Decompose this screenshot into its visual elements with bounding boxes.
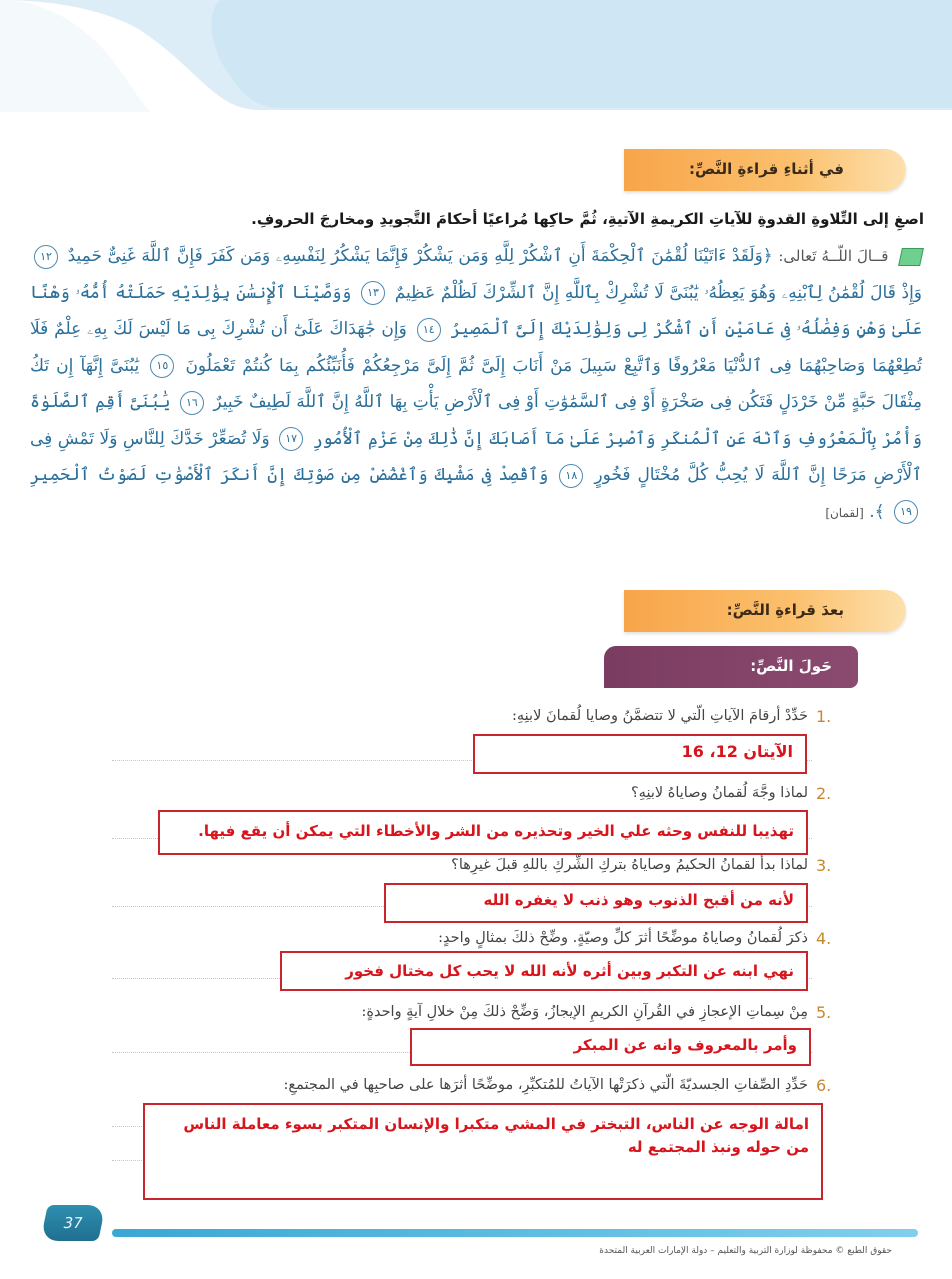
section-after-reading: [624, 590, 906, 632]
question-number: 6.: [816, 1076, 832, 1095]
answer-box[interactable]: امالة الوجه عن الناس، التبختر في المشي متكبرا والإنسان المتكبر بسوء معاملة الناس من حوله ونبذ المجتمع له: [143, 1103, 823, 1200]
copyright-text: حقوق الطبع © محفوظة لوزارة التربية والتعليم – دولة الإمارات العربية المتحدة: [599, 1246, 892, 1256]
top-banner: [0, 0, 952, 130]
question-text: لماذا وجَّهَ لُقمانُ وصاياهُ لابنِهِ؟: [630, 785, 808, 801]
answer-box[interactable]: نهي ابنه عن التكبر وبين أثره لأنه الله لا يحب كل مختال فخور: [280, 951, 808, 991]
ayah-text: وَإِن جَٰهَدَاكَ عَلَىٰٓ أَن تُشْرِكَ بِى مَا لَيْسَ لَكَ بِهِۦ عِلْمٌ فَلَا تُطِعْهُمَا وَصَاحِبْهُمَا فِى ٱلدُّنْيَا مَعْرُوفًا وَٱتَّبِعْ سَبِيلَ مَنْ أَنَابَ إِلَىَّ ثُمَّ إِلَىَّ مَرْجِعُكُمْ فَأُنَبِّئُكُم بِمَا كُنتُمْ تَعْمَلُونَ: [30, 319, 923, 376]
ayah-number: ١٤: [417, 318, 441, 342]
ayah-text: وَلَا تُصَعِّرْ خَدَّكَ لِلنَّاسِ وَلَا تَمْشِ فِى ٱلْأَرْضِ مَرَحًا إِنَّ ٱللَّهَ لَا يُحِبُّ كُلَّ مُخْتَالٍ فَخُورٍ: [30, 428, 923, 485]
quran-closing: ﴾.: [869, 501, 885, 522]
section-during-reading: [624, 149, 906, 191]
ayah-text: يَٰبُنَىَّ أَقِمِ ٱلصَّلَوٰةَ وَأْمُرْ بِٱلْمَعْرُوفِ وَٱنْهَ عَنِ ٱلْمُنكَرِ وَٱصْبِرْ عَلَىٰ مَآ أَصَابَكَ إِنَّ ذَٰلِكَ مِنْ عَزْمِ ٱلْأُمُورِ: [30, 392, 923, 449]
ayah-number: ١٧: [279, 427, 303, 451]
question-text: ذكرَ لُقمانُ وصاياهُ موضِّحًا أثرَ كلِّ وصيّةٍ. وضِّحْ ذلكَ بمثالٍ واحدٍ:: [438, 930, 808, 946]
page-number: 37: [40, 1205, 106, 1241]
question-text: حَدِّدِ الصِّفاتِ الجسديّةَ الّتي ذكرَتْها الآياتُ للمُتكبِّرِ، موضِّحًا أثرَها على صاحبِها في المجتمعِ:: [283, 1077, 808, 1093]
question-number: 1.: [816, 707, 832, 726]
ayah-number: ١٢: [34, 245, 58, 269]
answer-box[interactable]: الآيتان 12، 16: [473, 734, 807, 774]
quran-passage: [30, 238, 922, 531]
audio-play-icon[interactable]: [898, 248, 924, 266]
ayah-text: يَٰبُنَىَّ إِنَّهَآ إِن تَكُ مِثْقَالَ حَبَّةٍ مِّنْ خَرْدَلٍ فَتَكُن فِى صَخْرَةٍ أَوْ فِى ٱلسَّمَٰوَٰتِ أَوْ فِى ٱلْأَرْضِ يَأْتِ بِهَا ٱللَّهُ إِنَّ ٱللَّهَ لَطِيفٌ خَبِيرٌ: [30, 355, 922, 412]
instruction-text: اصغِ إلى التِّلاوةِ القدوةِ للآياتِ الكريمةِ الآتيةِ، ثُمَّ حاكِها مُراعيًا أحكامَ التَّجويدِ ومخارجَ الحروفِ.: [251, 210, 924, 228]
ayah-number: ١٩: [894, 500, 918, 524]
question-number: 4.: [816, 929, 832, 948]
surah-reference: [لقمان]: [825, 505, 864, 520]
question-text: مِنْ سِماتِ الإعجازِ في القُرآنِ الكريمِ الإيجازُ، وَضِّحْ ذلكَ مِنْ خلالِ آيةٍ واحدةٍ:: [361, 1004, 808, 1020]
ayah-number: ١٨: [559, 464, 583, 488]
about-text-label: حَولَ النَّصِّ:: [750, 657, 832, 675]
footer-bar: [112, 1229, 918, 1237]
section-after-reading-label: بعدَ قراءةِ النَّصِّ:: [726, 601, 844, 619]
question-text: حَدِّدْ أرقامَ الآياتِ الّتي لا تتضمَّنُ وصايا لُقمانَ لابنِهِ:: [512, 708, 808, 724]
question-text: لماذا بدأ لقمانُ الحكيمُ وصاياهُ بتركِ الشِّركِ باللهِ قبلَ غيرِها؟: [451, 857, 808, 873]
ayah-text: وَٱقْصِدْ فِى مَشْيِكَ وَٱغْضُضْ مِن صَوْتِكَ إِنَّ أَنكَرَ ٱلْأَصْوَٰتِ لَصَوْتُ ٱلْحَمِيرِ: [30, 465, 549, 485]
ayah-number: ١٣: [361, 281, 385, 305]
about-text-heading: [604, 646, 858, 688]
ayah-number: ١٥: [150, 354, 174, 378]
answer-box[interactable]: لأنه من أقبح الذنوب وهو ذنب لا يغفره الله: [384, 883, 808, 923]
ayah-text: ﴿وَلَقَدْ ءَاتَيْنَا لُقْمَٰنَ ٱلْحِكْمَةَ أَنِ ٱشْكُرْ لِلَّهِ وَمَن يَشْكُرْ فَإِنَّمَا يَشْكُرُ لِنَفْسِهِۦ وَمَن كَفَرَ فَإِنَّ ٱللَّهَ غَنِىٌّ حَمِيدٌ: [67, 246, 773, 266]
question-number: 5.: [816, 1003, 832, 1022]
question-number: 2.: [816, 784, 832, 803]
section-during-reading-label: في أثناءِ قراءةِ النَّصِّ:: [688, 160, 844, 178]
ayah-number: ١٦: [180, 391, 204, 415]
quran-intro: قــالَ اللّــهُ تَعالى:: [778, 247, 889, 265]
question-number: 3.: [816, 856, 832, 875]
answer-box[interactable]: وأمر بالمعروف وانه عن المبكر: [410, 1028, 811, 1066]
ayah-text: وَإِذْ قَالَ لُقْمَٰنُ لِٱبْنِهِۦ وَهُوَ يَعِظُهُۥ يَٰبُنَىَّ لَا تُشْرِكْ بِٱللَّهِ إِنَّ ٱلشِّرْكَ لَظُلْمٌ عَظِيمٌ: [394, 282, 922, 303]
answer-box[interactable]: تهذيبا للنفس وحثه علي الخير وتحذيره من الشر والأخطاء التي يمكن أن يقع فيها.: [158, 810, 808, 855]
ayah-text: وَوَصَّيْنَا ٱلْإِنسَٰنَ بِوَٰلِدَيْهِ حَمَلَتْهُ أُمُّهُۥ وَهْنًا عَلَىٰ وَهْنٍ وَفِصَٰلُهُۥ فِى عَامَيْنِ أَنِ ٱشْكُرْ لِى وَلِوَٰلِدَيْكَ إِلَىَّ ٱلْمَصِيرُ: [30, 282, 923, 339]
